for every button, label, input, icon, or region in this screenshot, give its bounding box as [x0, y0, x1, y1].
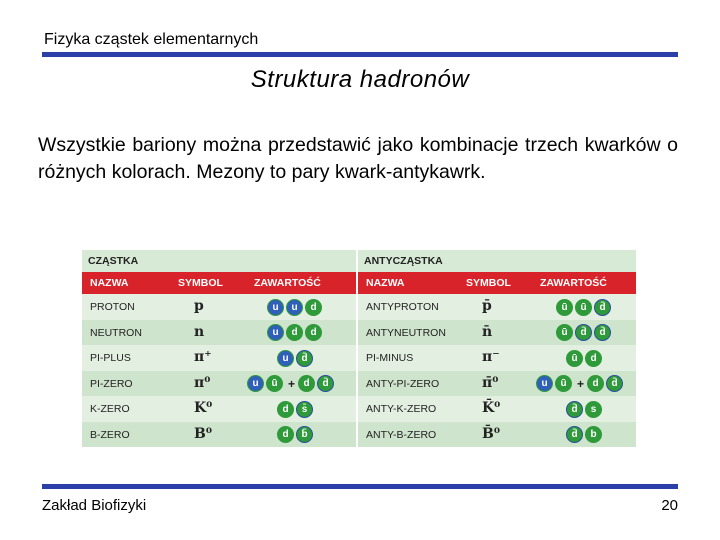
- table-row: [82, 371, 356, 397]
- antiparticle-caption: ANTYCZĄSTKA: [358, 250, 636, 272]
- quark-d-icon: d: [585, 350, 602, 367]
- particle-name: ANTYNEUTRON: [366, 326, 446, 339]
- quark-content: [556, 323, 613, 343]
- quark-d-anti-icon: d̄: [594, 324, 611, 341]
- table-row: [82, 320, 356, 346]
- quark-content: [277, 399, 315, 419]
- particle-symbol: n̄: [482, 323, 493, 340]
- quark-u-icon: u: [267, 299, 284, 316]
- table-row: [82, 396, 356, 422]
- col-name: NAZWA: [90, 277, 129, 289]
- quark-u-icon: u: [277, 350, 294, 367]
- particle-symbol: B̄⁰: [482, 425, 500, 442]
- footer-rule: [42, 484, 678, 489]
- quark-d-icon: d: [298, 375, 315, 392]
- slide-title: Struktura hadronów: [250, 66, 470, 93]
- quark-ū-icon: ū: [556, 299, 573, 316]
- quark-d-anti-icon: d̄: [606, 375, 623, 392]
- quark-d-icon: d: [305, 299, 322, 316]
- quark-b-anti-icon: b̄: [296, 426, 313, 443]
- quark-content: [247, 374, 336, 394]
- particle-name: NEUTRON: [90, 326, 142, 339]
- table-row: [358, 371, 636, 397]
- particle-symbol: π⁻: [482, 349, 500, 365]
- quark-d-icon: d: [277, 426, 294, 443]
- particle-symbol: π⁺: [194, 349, 212, 365]
- particle-symbol: p̄: [482, 298, 492, 314]
- particle-symbol: π̄⁰: [482, 374, 499, 391]
- particle-name: ANTY-K-ZERO: [366, 403, 437, 415]
- particle-header-row: [82, 272, 356, 294]
- quark-d-anti-icon: d̄: [594, 299, 611, 316]
- particle-symbol: K⁰: [194, 400, 213, 416]
- particle-symbol: n: [194, 323, 205, 340]
- footer-institution: Zakład Biofizyki: [42, 497, 147, 514]
- quark-content: [566, 348, 604, 368]
- col-symbol: SYMBOL: [178, 277, 223, 289]
- particle-name: PROTON: [90, 301, 135, 313]
- antiparticle-header-row: [358, 272, 636, 294]
- quark-content: [267, 297, 324, 317]
- particle-name: K-ZERO: [90, 403, 130, 415]
- quark-d-anti-icon: d̄: [296, 350, 313, 367]
- quark-s-icon: s: [585, 401, 602, 418]
- quark-u-icon: u: [286, 299, 303, 316]
- quark-d-icon: d: [277, 401, 294, 418]
- quark-d-anti-icon: d̄: [317, 375, 334, 392]
- particle-name: PI-MINUS: [366, 352, 414, 364]
- plus-sign: +: [288, 376, 296, 391]
- particle-name: PI-ZERO: [90, 377, 133, 390]
- body-text: Wszystkie bariony można przedstawić jako kombinacje trzech kwarków o różnych kolorach. Mezony to pary kwark-antykawrk.: [38, 134, 678, 183]
- table-row: [358, 396, 636, 422]
- particle-name: ANTY-PI-ZERO: [366, 377, 440, 390]
- particle-half: [82, 250, 356, 451]
- col-content: ZAWARTOŚĆ: [254, 277, 321, 289]
- table-row: [358, 294, 636, 320]
- quark-d-icon: d: [305, 324, 322, 341]
- quark-ū-icon: ū: [566, 350, 583, 367]
- particle-name: ANTY-B-ZERO: [366, 428, 437, 441]
- col-name: NAZWA: [366, 277, 405, 289]
- header-rule: [42, 52, 678, 57]
- quark-ū-icon: ū: [575, 299, 592, 316]
- quark-u-icon: u: [536, 375, 553, 392]
- antiparticle-half: [358, 250, 636, 451]
- particle-name: B-ZERO: [90, 428, 130, 441]
- page-number: 20: [661, 497, 678, 514]
- hadron-table: [82, 250, 636, 451]
- quark-u-icon: u: [267, 324, 284, 341]
- col-symbol: SYMBOL: [466, 277, 511, 289]
- table-row: [82, 294, 356, 320]
- particle-symbol: K̄⁰: [482, 400, 501, 416]
- quark-b-icon: b: [585, 426, 602, 443]
- particle-caption: CZĄSTKA: [82, 250, 356, 272]
- quark-content: [566, 425, 604, 445]
- particle-symbol: p: [194, 298, 204, 314]
- particle-name: PI-PLUS: [90, 352, 131, 364]
- quark-d-icon: d: [286, 324, 303, 341]
- table-row: [358, 320, 636, 346]
- quark-d-anti-icon: d̄: [566, 401, 583, 418]
- quark-ū-icon: ū: [556, 324, 573, 341]
- quark-s-anti-icon: s̄: [296, 401, 313, 418]
- quark-content: [277, 425, 315, 445]
- quark-d-icon: d: [587, 375, 604, 392]
- slide-header: Fizyka cząstek elementarnych: [44, 31, 259, 48]
- quark-d-anti-icon: d̄: [566, 426, 583, 443]
- quark-ū-icon: ū: [555, 375, 572, 392]
- table-row: [82, 422, 356, 448]
- quark-u-icon: u: [247, 375, 264, 392]
- quark-ū-icon: ū: [266, 375, 283, 392]
- table-row: [358, 422, 636, 448]
- particle-name: ANTYPROTON: [366, 301, 439, 313]
- table-row: [82, 345, 356, 371]
- table-row: [358, 345, 636, 371]
- quark-content: [556, 297, 613, 317]
- col-content: ZAWARTOŚĆ: [540, 277, 607, 289]
- quark-d-anti-icon: d̄: [575, 324, 592, 341]
- quark-content: [566, 399, 604, 419]
- particle-symbol: B⁰: [194, 425, 212, 442]
- plus-sign: +: [577, 376, 585, 391]
- quark-content: [277, 348, 315, 368]
- particle-symbol: π⁰: [194, 374, 211, 391]
- quark-content: [267, 323, 324, 343]
- quark-content: [536, 374, 625, 394]
